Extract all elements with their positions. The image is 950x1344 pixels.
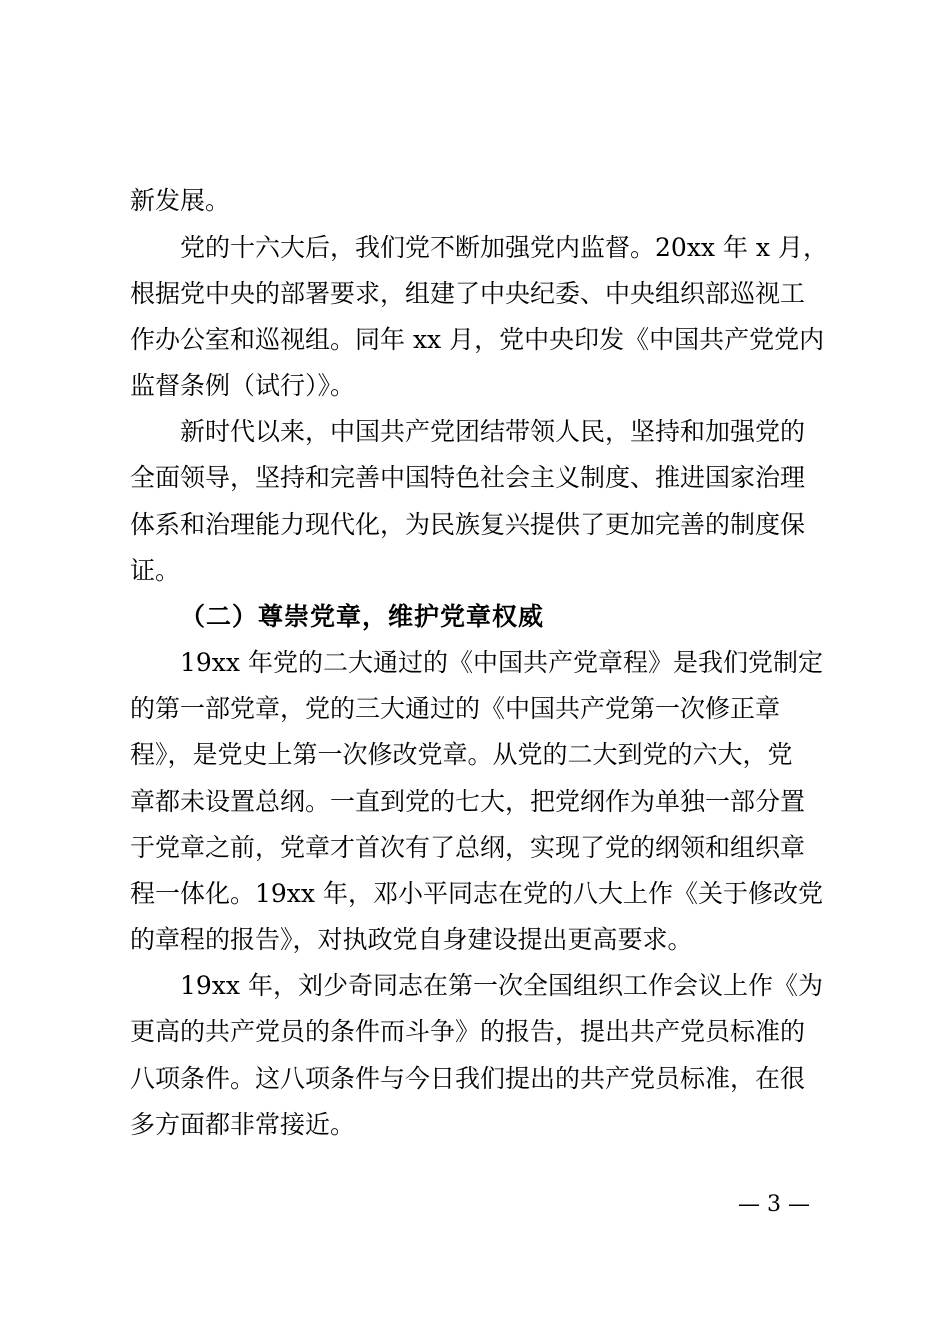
text-line: 证。 (130, 556, 181, 585)
text-line: 根据党中央的部署要求，组建了中央纪委、中央组织部巡视工 (130, 279, 806, 308)
text-line: 全面领导，坚持和完善中国特色社会主义制度、推进国家治理 (130, 463, 806, 492)
text-line: 多方面都非常接近。 (130, 1110, 356, 1139)
text-line: 19xx 年党的二大通过的《中国共产党章程》是我们党制定 (180, 648, 823, 677)
page-number: — 3 — (738, 1192, 810, 1217)
text-line: 新发展。 (130, 186, 231, 215)
text-line: 监督条例（试行）》。 (130, 371, 356, 400)
text-line: 党的十六大后，我们党不断加强党内监督。20xx 年 x 月， (180, 233, 828, 262)
text-line: 于党章之前，党章才首次有了总纲，实现了党的纲领和组织章 (130, 833, 806, 862)
text-line: 19xx 年，刘少奇同志在第一次全国组织工作会议上作《为 (180, 971, 823, 1000)
text-line: 更高的共产党员的条件而斗争》的报告，提出共产党员标准的 (130, 1017, 806, 1046)
text-line: 八项条件。这八项条件与今日我们提出的共产党员标准，在很 (130, 1064, 806, 1093)
section-heading: （二）尊崇党章，维护党章权威 (180, 602, 545, 631)
text-line: 的章程的报告》，对执政党自身建设提出更高要求。 (130, 925, 693, 954)
text-line: 程一体化。19xx 年，邓小平同志在党的八大上作《关于修改党 (130, 879, 823, 908)
text-line: 体系和治理能力现代化，为民族复兴提供了更加完善的制度保 (130, 510, 806, 539)
text-line: 章都未设置总纲。一直到党的七大，把党纲作为单独一部分置 (130, 787, 806, 816)
text-line: 程》，是党史上第一次修改党章。从党的二大到党的六大，党 (130, 740, 793, 769)
text-line: 新时代以来，中国共产党团结带领人民，坚持和加强党的 (180, 417, 806, 446)
text-line: 的第一部党章，党的三大通过的《中国共产党第一次修正章 (130, 694, 781, 723)
text-line: 作办公室和巡视组。同年 xx 月，党中央印发《中国共产党党内 (130, 325, 825, 354)
